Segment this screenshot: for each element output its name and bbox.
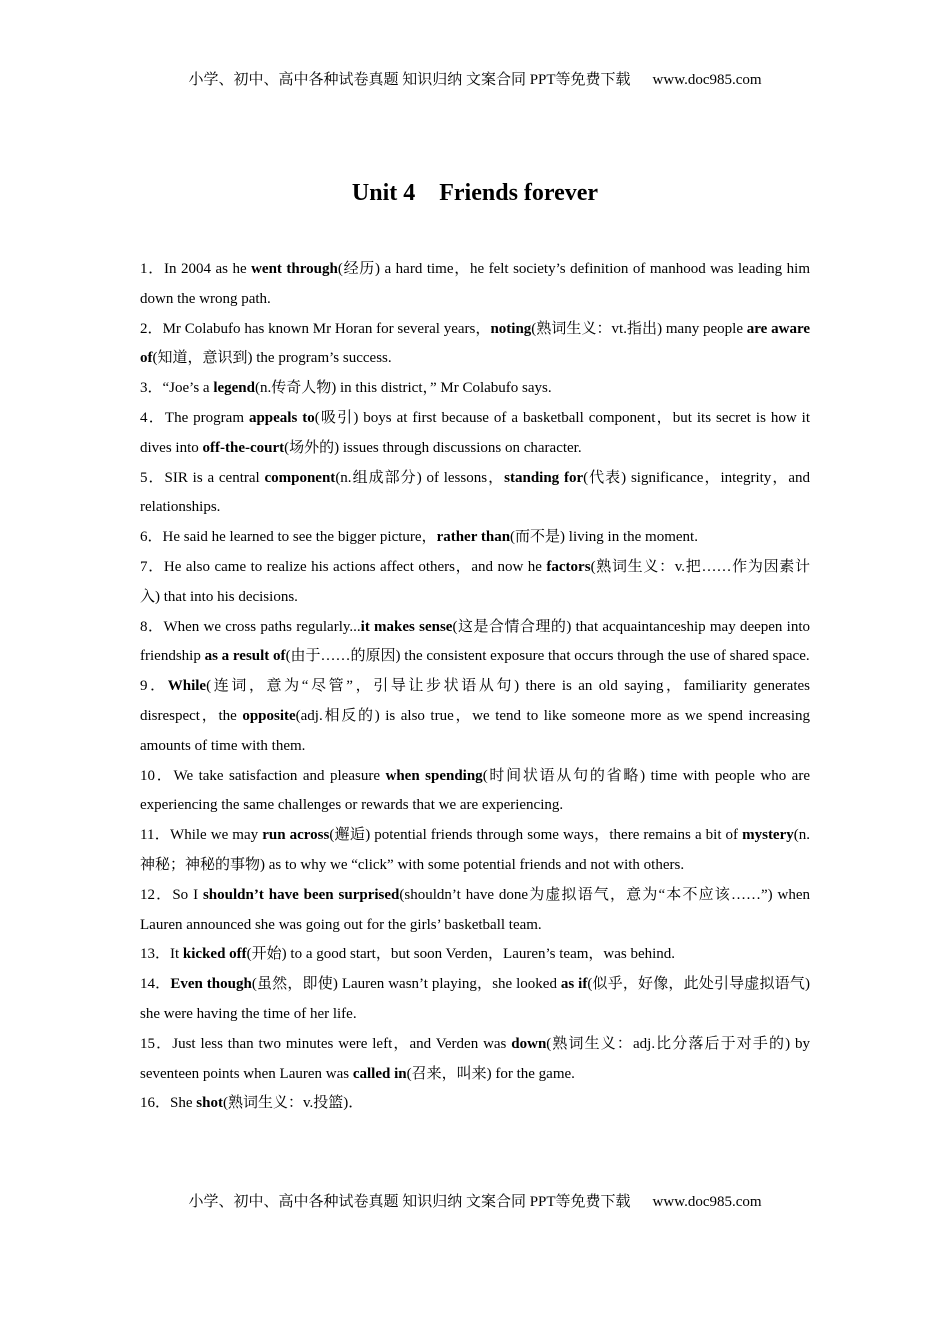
item-text: (由于……的原因) the consistent exposure that occurs through the use of shared space. [285,648,810,665]
item-text: (熟词生义：vt.指出) many people [531,320,747,337]
list-item [140,970,810,1030]
item-text: 11．While we may [140,827,263,844]
item-text: (知道，意识到) the program’s success. [152,350,392,367]
footer-url: www.doc985.com [652,1194,762,1210]
key-phrase: run across [262,827,330,844]
key-phrase: as if [560,976,588,993]
list-item [140,553,810,613]
header-url: www.doc985.com [652,72,762,88]
item-text: (n.传奇人物) in this district，” Mr Colabufo says. [255,380,552,397]
item-text: 9． [140,678,168,695]
key-phrase: when spending [385,767,483,784]
item-text: 16．She [140,1095,197,1112]
item-text: 4．The program [140,409,249,426]
key-phrase: noting [490,320,532,337]
item-text: 7．He also came to realize his actions affect others，and now he [140,558,547,575]
list-item [140,404,810,464]
key-phrase: called in [352,1065,407,1082]
item-text: (adj.相反的) is also true，we tend to like someone more as we spend increasing amounts of time with them. [140,707,810,754]
item-text: (似乎，好像，此处引导虚拟语气) she were having the time of her life. [140,976,811,1022]
item-text: (开始) to a good start，but soon Verden，Lauren’s team，was behind. [246,946,676,963]
item-text: (邂逅) potential friends through some ways，there remains a bit of [329,827,743,844]
item-text: (这是合情合理的) that acquaintanceship may deepen into friendship [140,618,810,665]
list-item [140,464,810,524]
key-phrase: shot [196,1095,223,1112]
page-header [0,68,950,89]
item-text: (熟词生义：v.把……作为因素计入) that into his decisions. [140,558,810,605]
page-footer [0,1190,950,1211]
key-phrase: off-the-court [202,439,285,456]
item-text: (n.组成部分) of lessons， [335,469,505,486]
list-item [140,613,810,673]
key-phrase: shouldn’t have been surprised [202,886,400,903]
list-item [140,1089,810,1119]
list-item [140,762,810,822]
vocabulary-list [140,255,810,1119]
key-phrase: appeals to [248,409,315,426]
item-text: 14． [140,976,171,993]
item-text: (召来，叫来) for the game. [406,1065,575,1082]
item-text: (熟词生义：adj.比分落后于对手的) by seventeen points when Lauren was [140,1035,810,1082]
item-text: (而不是) living in the moment. [510,529,698,546]
item-text: (时间状语从句的省略) time with people who are experiencing the same challenges or rewards that we are experiencing. [140,767,810,814]
item-text: (熟词生义：v.投篮)． [222,1095,364,1112]
item-text: 12．So I [140,886,203,903]
item-text: 2．Mr Colabufo has known Mr Horan for several years， [140,320,491,337]
item-text: 5．SIR is a central [140,469,265,486]
list-item [140,672,810,761]
item-text: 3．“Joe’s a [140,380,214,397]
item-text: (场外的) issues through discussions on character. [284,439,582,456]
list-item [140,940,810,970]
key-phrase: standing for [504,469,584,486]
key-phrase: are aware of [140,320,810,367]
item-text: 15．Just less than two minutes were left，and Verden was [140,1035,512,1052]
item-text: 13．It [140,946,183,963]
key-phrase: legend [213,380,255,397]
item-text: (shouldn’t have done为虚拟语气，意为“本不应该……”) when Lauren announced she was going out for the girls’ basketball team. [140,886,810,933]
key-phrase: down [511,1035,547,1052]
list-item [140,374,810,404]
document-title: Unit 4 Friends forever [351,180,599,206]
key-phrase: component [264,469,336,486]
item-text: 1．In 2004 as he [140,261,252,277]
item-text: (虽然，即使) Lauren wasn’t playing，she looked [251,976,561,993]
footer-text: 小学、初中、高中各种试卷真题 知识归纳 文案合同 PPT等免费下载 [188,1194,631,1210]
list-item [140,1030,810,1090]
key-phrase: as a result of [204,648,286,665]
list-item [140,881,810,941]
list-item [140,315,810,375]
key-phrase: rather than [436,529,511,546]
item-text: 10．We take satisfaction and pleasure [140,767,386,784]
item-text: (n.神秘；神秘的事物) as to why we “click” with some potential friends and not with others. [140,827,811,873]
item-text: (经历) a hard time，he felt society’s definition of manhood was leading him down the wrong path. [140,261,810,307]
key-phrase: opposite [242,707,296,724]
header-text: 小学、初中、高中各种试卷真题 知识归纳 文案合同 PPT等免费下载 [188,72,631,88]
list-item [140,523,810,553]
item-text: 6．He said he learned to see the bigger picture， [140,529,437,546]
list-item [140,821,810,881]
item-text: (连词，意为“尽管”，引导让步状语从句) there is an old saying，familiarity generates disrespect，the [140,678,810,724]
item-text: 8．When we cross paths regularly... [140,618,361,635]
key-phrase: Even though [170,976,252,993]
key-phrase: factors [546,558,591,575]
key-phrase: it makes sense [360,618,453,635]
key-phrase: While [167,678,207,695]
item-text: (代表) significance，integrity，and relationships. [140,469,811,516]
key-phrase: went through [251,261,338,277]
key-phrase: mystery [742,827,794,844]
key-phrase: kicked off [182,946,247,963]
item-text: (吸引) boys at first because of a basketball component，but its secret is how it dives into [140,409,811,456]
list-item [140,255,810,315]
